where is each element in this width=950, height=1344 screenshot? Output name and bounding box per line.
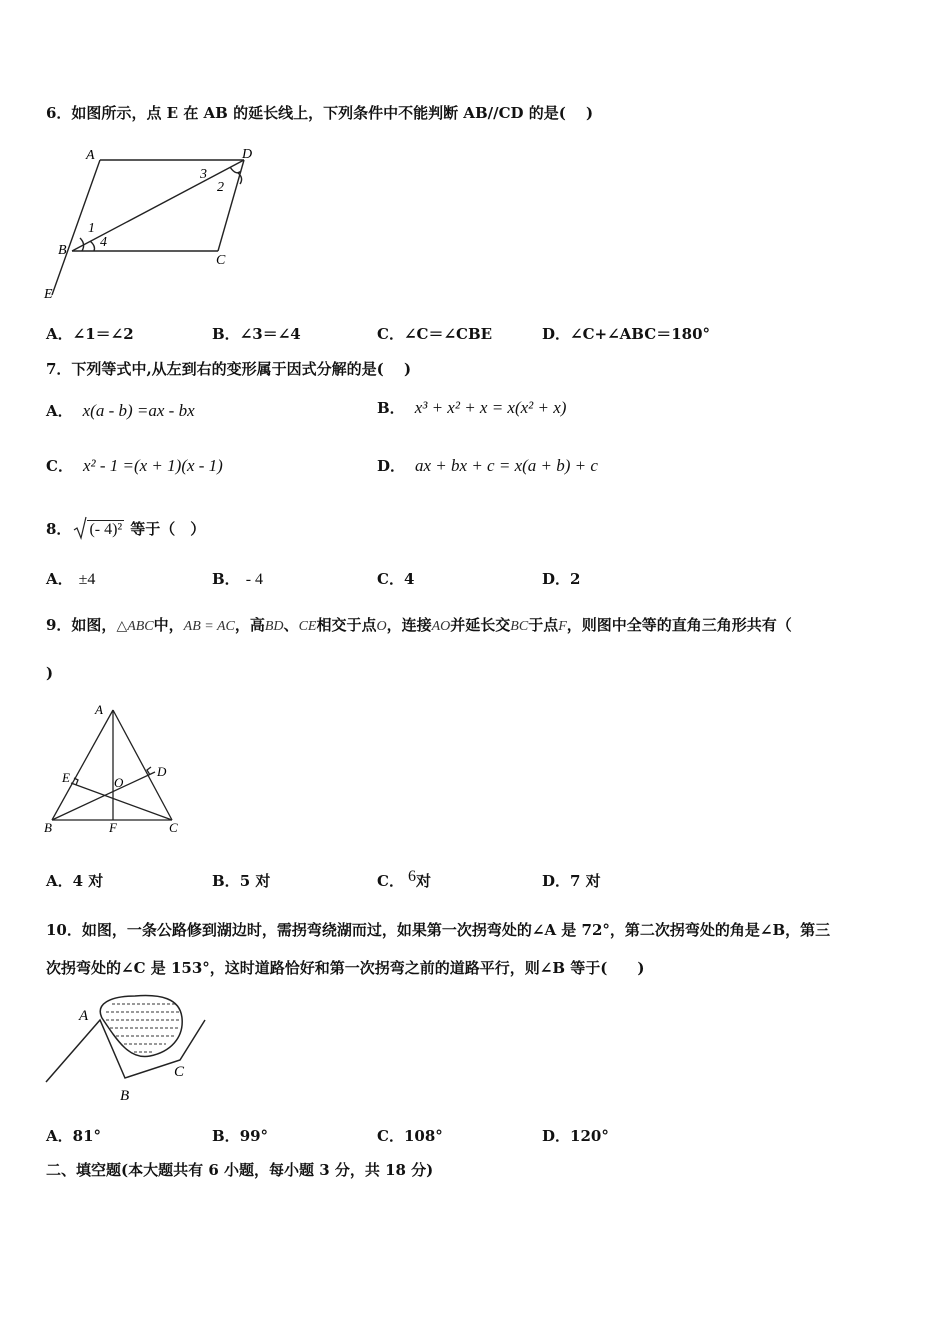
q9-math-ce: CE xyxy=(298,619,317,634)
q10-label-c: C xyxy=(174,1064,185,1080)
q10-option-c-letter: C． xyxy=(377,1127,404,1145)
q7-option-a[interactable] xyxy=(46,400,195,421)
q9-math-triangle: △ABC xyxy=(116,619,154,634)
q10-option-c[interactable] xyxy=(377,1125,443,1146)
q7-option-b-letter: B． xyxy=(377,399,405,417)
q6-option-d-letter: D． xyxy=(542,325,571,343)
q9-math-ab-ac: AB = AC xyxy=(183,619,235,634)
q9-text-3: ，高 xyxy=(234,616,265,634)
q9-option-c-number: 6 xyxy=(407,868,416,885)
q6-option-b-text: ∠3＝∠4 xyxy=(239,325,301,343)
q10-option-c-text: 108° xyxy=(403,1127,443,1145)
q10-option-b-text: 99° xyxy=(239,1127,269,1145)
q9-option-c[interactable] xyxy=(377,870,431,891)
q9-stem-line2: ) xyxy=(46,664,54,682)
q8-option-b[interactable] xyxy=(212,568,263,589)
q9-text-6: ，连接 xyxy=(386,616,432,634)
q9-figure xyxy=(44,700,184,840)
sqrt-icon xyxy=(73,516,87,540)
q6-label-4: 4 xyxy=(100,235,107,250)
q6-option-a-letter: A． xyxy=(46,325,73,343)
q9-option-c-text: 对 xyxy=(415,872,431,890)
q8-number: 8． xyxy=(46,520,72,538)
q9-label-a: A xyxy=(95,702,103,717)
q9-label-e: E xyxy=(62,770,70,785)
q7-option-a-letter: A． xyxy=(46,402,73,420)
q6-option-a-text: ∠1＝∠2 xyxy=(72,325,134,343)
q9-option-b-letter: B． xyxy=(212,872,240,890)
q7-option-a-formula: x(a - b) =ax - bx xyxy=(82,401,195,420)
q8-radical xyxy=(73,520,124,539)
q9-option-d-text: 7 对 xyxy=(570,872,601,890)
q6-figure xyxy=(40,140,270,305)
q10-option-a[interactable] xyxy=(46,1125,101,1146)
q9-option-a-letter: A． xyxy=(46,872,73,890)
q6-label-b: B xyxy=(58,243,67,258)
q10-option-d-text: 120° xyxy=(570,1127,609,1145)
q9-option-c-letter: C． xyxy=(377,872,404,890)
q10-label-b: B xyxy=(120,1088,130,1104)
q10-lake-hatching xyxy=(106,1004,180,1052)
q8-option-b-letter: B． xyxy=(212,570,240,588)
q9-label-c: C xyxy=(169,820,178,835)
q9-math-bc: BC xyxy=(510,619,529,634)
q6-option-c-letter: C． xyxy=(377,325,404,343)
q10-label-a: A xyxy=(79,1008,89,1024)
q6-arc-angle-1 xyxy=(80,238,84,251)
q9-option-a[interactable] xyxy=(46,870,103,891)
q9-text-2: 中， xyxy=(153,616,184,634)
q6-label-c: C xyxy=(216,253,226,268)
q6-label-3: 3 xyxy=(200,167,207,182)
q9-label-o: O xyxy=(114,775,124,790)
q8-stem xyxy=(46,518,205,539)
q6-label-2: 2 xyxy=(217,180,224,195)
q6-line-dc xyxy=(218,160,244,251)
q9-math-f: F xyxy=(558,619,567,634)
q7-option-c[interactable] xyxy=(46,455,223,476)
q7-option-d-formula: ax + bx + c = x(a + b) + c xyxy=(415,456,598,475)
q9-text-4: 、 xyxy=(283,616,299,634)
q6-arc-angle-4 xyxy=(90,241,95,251)
q7-option-d-letter: D． xyxy=(377,457,406,475)
q10-option-d[interactable] xyxy=(542,1125,609,1146)
q9-math-o: O xyxy=(376,619,387,634)
q8-option-a-text: ±4 xyxy=(78,571,96,588)
q8-option-d[interactable] xyxy=(542,568,580,589)
q6-option-d-text: ∠C+∠ABC＝180° xyxy=(570,325,711,343)
q7-option-d[interactable] xyxy=(377,455,598,476)
q8-option-d-text: 2 xyxy=(570,570,581,588)
q9-label-b: B xyxy=(44,820,52,835)
q6-label-d: D xyxy=(242,147,253,162)
q10-option-b-letter: B． xyxy=(212,1127,240,1145)
q9-math-bd: BD xyxy=(264,619,284,634)
q6-option-a[interactable] xyxy=(46,323,134,344)
q6-option-d[interactable] xyxy=(542,323,710,344)
q10-option-d-letter: D． xyxy=(542,1127,571,1145)
q10-option-a-letter: A． xyxy=(46,1127,73,1145)
q9-label-f: F xyxy=(109,820,117,835)
q9-option-b[interactable] xyxy=(212,870,270,891)
q9-option-b-text: 5 对 xyxy=(239,872,271,890)
q9-label-d: D xyxy=(157,764,167,779)
q8-option-c-letter: C． xyxy=(377,570,404,588)
q9-text-1: 9．如图， xyxy=(46,616,117,634)
q8-option-d-letter: D． xyxy=(542,570,571,588)
q7-option-b[interactable] xyxy=(377,397,566,418)
q10-stem-line1: 10．如图，一条公路修到湖边时，需拐弯绕湖而过，如果第一次拐弯处的∠A 是 72°，第二次拐弯处的角是∠B，第三 xyxy=(46,921,831,939)
q7-option-c-letter: C． xyxy=(46,457,73,475)
q6-option-c[interactable] xyxy=(377,323,492,344)
q8-radicand: (- 4)² xyxy=(89,521,123,538)
q9-option-d-letter: D． xyxy=(542,872,571,890)
q6-label-e: E xyxy=(44,287,53,302)
q9-text-5: 相交于点 xyxy=(316,616,377,634)
q6-label-a: A xyxy=(86,148,95,163)
q6-option-b[interactable] xyxy=(212,323,301,344)
q6-line-bd xyxy=(72,160,244,251)
q6-option-c-text: ∠C＝∠CBE xyxy=(403,325,493,343)
q8-tail: 等于（ ） xyxy=(130,520,206,538)
q8-option-a-letter: A． xyxy=(46,570,73,588)
q6-label-1: 1 xyxy=(88,221,95,236)
q10-option-b[interactable] xyxy=(212,1125,268,1146)
q10-option-a-text: 81° xyxy=(72,1127,102,1145)
q8-option-c[interactable] xyxy=(377,568,414,589)
q9-option-d[interactable] xyxy=(542,870,601,891)
q7-option-b-formula: x³ + x² + x = x(x² + x) xyxy=(414,398,567,417)
q8-option-b-text: - 4 xyxy=(245,571,264,588)
q9-side-ab xyxy=(52,710,113,820)
q9-option-a-text: 4 对 xyxy=(72,872,104,890)
q6-arc-angle-3 xyxy=(230,167,241,173)
q9-text-8: 于点 xyxy=(528,616,559,634)
q10-stem-line2: 次拐弯处的∠C 是 153°，这时道路恰好和第一次拐弯之前的道路平行，则∠B 等于( ) xyxy=(46,959,645,977)
q8-option-c-text: 4 xyxy=(403,570,415,588)
q9-stem-line1 xyxy=(46,614,792,635)
q10-figure xyxy=(40,990,220,1110)
section-heading-fill-in: 二、填空题(本大题共有 6 小题，每小题 3 分，共 18 分) xyxy=(46,1161,434,1179)
q9-text-9: ，则图中全等的直角三角形共有（ xyxy=(566,616,792,634)
q7-stem: 7．下列等式中,从左到右的变形属于因式分解的是( ) xyxy=(46,360,412,378)
q9-math-ao: AO xyxy=(431,619,451,634)
q6-option-b-letter: B． xyxy=(212,325,240,343)
q6-stem: 6．如图所示，点 E 在 AB 的延长线上，下列条件中不能判断 AB//CD 的是( ) xyxy=(46,104,594,122)
q7-option-c-formula: x² - 1 =(x + 1)(x - 1) xyxy=(82,456,223,475)
q8-option-a[interactable] xyxy=(46,568,95,589)
q9-text-7: 并延长交 xyxy=(450,616,511,634)
